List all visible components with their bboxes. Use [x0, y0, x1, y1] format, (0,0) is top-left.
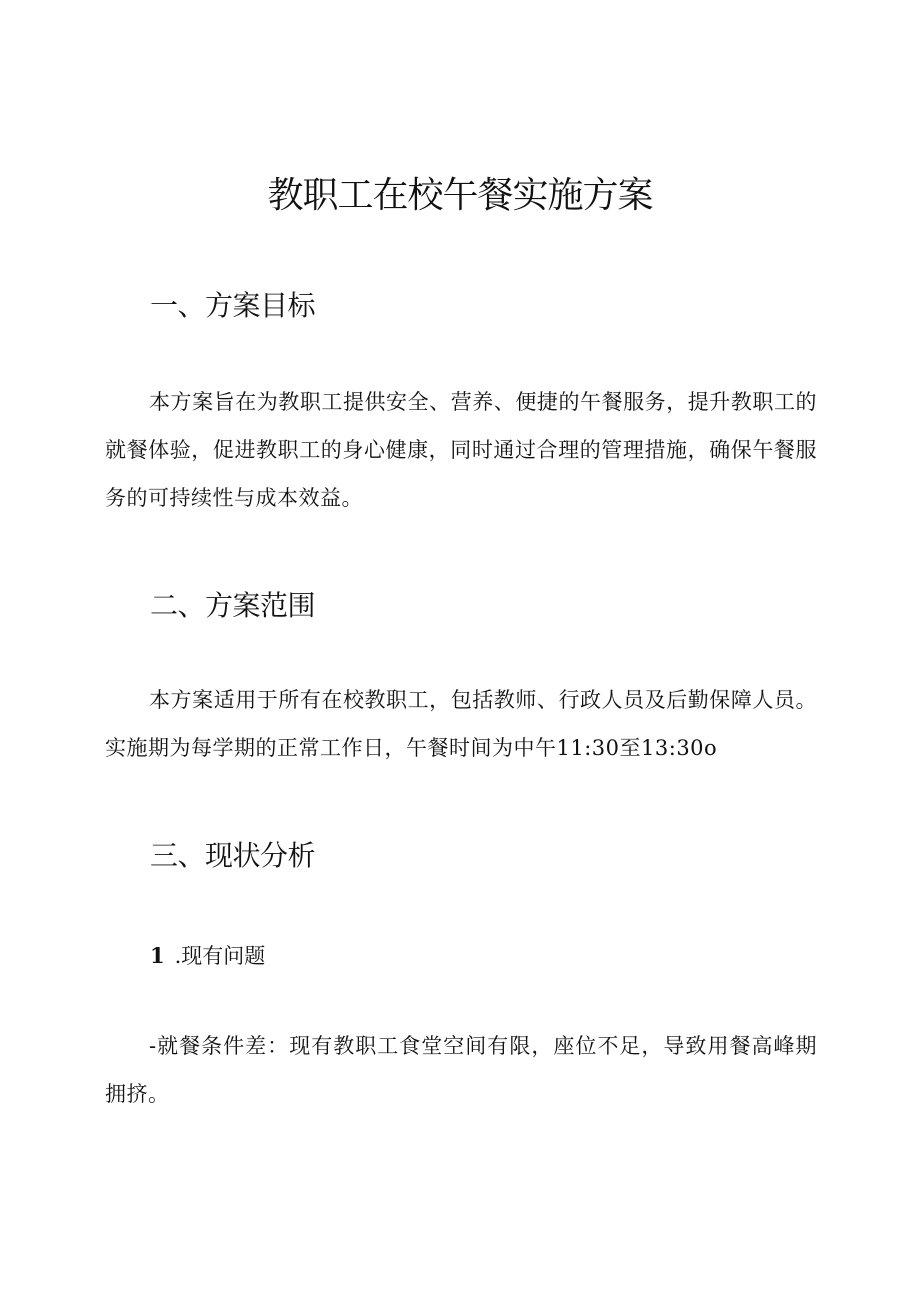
subsection-heading-issues — [150, 936, 265, 976]
page-title: 教职工在校午餐实施方案 — [267, 175, 653, 216]
section-heading-analysis: 三、现状分析 — [150, 839, 316, 872]
section-heading-goals: 一、方案目标 — [150, 289, 316, 322]
subsection-paragraph-issues: -就餐条件差：现有教职工食堂空间有限，座位不足，导致用餐高峰期拥挤。 — [105, 1034, 817, 1106]
section-paragraph-scope: 本方案适用于所有在校教职工，包括教师、行政人员及后勤保障人员。实施期为每学期的正常工作日，午餐时间为中午11:30至13:30o — [105, 688, 817, 760]
section-paragraph-goals: 本方案旨在为教职工提供安全、营养、便捷的午餐服务，提升教职工的就餐体验，促进教职工的身心健康，同时通过合理的管理措施，确保午餐服务的可持续性与成本效益。 — [105, 390, 817, 510]
subsection-label: .现有问题 — [174, 944, 266, 968]
subsection-number: 1 — [150, 943, 165, 968]
section-heading-scope: 二、方案范围 — [150, 589, 316, 622]
